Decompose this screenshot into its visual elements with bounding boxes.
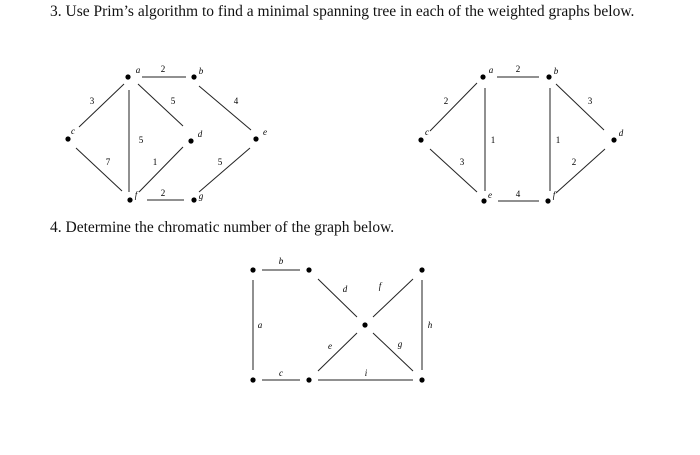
vertex-label-g: g [198, 191, 204, 201]
vertex-e [481, 198, 486, 203]
weight-a-f: 5 [138, 135, 144, 145]
vertex-label-c: c [425, 127, 429, 137]
problem-3-number: 3. [50, 3, 62, 20]
weight-c-f: 7 [105, 157, 111, 167]
weighted-graph-1 [65, 64, 267, 203]
edge-a-c [430, 83, 477, 131]
weight-a-d: 5 [170, 96, 176, 106]
vertex-f [127, 197, 132, 202]
vertex-d [611, 137, 616, 142]
problem-4-number: 4. [50, 219, 62, 236]
edge-label-b: b [278, 256, 284, 266]
vertex-label-f: f [552, 190, 556, 200]
edge-b-e [199, 86, 251, 130]
weight-a-b: 2 [515, 64, 521, 74]
vertex-label-d: d [618, 128, 624, 138]
vertex-b [546, 74, 551, 79]
edge-g [373, 333, 413, 371]
edge-d-f [139, 147, 183, 192]
weight-a-b: 2 [160, 64, 166, 74]
vertex-b [191, 74, 196, 79]
edge-b-d [556, 84, 604, 130]
problem-4-text: Determine the chromatic number of the graph below. [65, 219, 395, 236]
weight-d-f: 1 [152, 157, 158, 167]
vertex-a [125, 74, 130, 79]
vertex-label-b: b [553, 66, 559, 76]
weight-a-e: 1 [490, 135, 496, 145]
vertex-a [480, 74, 485, 79]
weighted-graph-2 [418, 64, 623, 204]
edge-e [318, 333, 357, 371]
vertex-e [253, 136, 258, 141]
weight-b-d: 3 [587, 96, 593, 106]
edge-f-d [556, 149, 605, 193]
vertex-d [188, 138, 193, 143]
edge-e-g [199, 148, 250, 192]
edge-c-e [430, 149, 477, 192]
weight-a-c: 3 [89, 96, 95, 106]
vertex [250, 267, 255, 272]
vertex-c [65, 136, 70, 141]
edge-d [318, 279, 357, 317]
coloring-graph [250, 256, 432, 383]
vertex-label-e: e [488, 190, 492, 200]
vertex-label-a: a [135, 65, 141, 75]
weight-f-d: 2 [571, 157, 577, 167]
vertex-label-a: a [488, 65, 494, 75]
edge-label-g: g [397, 339, 403, 349]
vertex-label-f: f [134, 190, 138, 200]
vertex [250, 377, 255, 382]
vertex [306, 377, 311, 382]
vertex-g [191, 197, 196, 202]
vertex [419, 267, 424, 272]
vertex-f [545, 198, 550, 203]
vertex-label-e: e [263, 127, 267, 137]
weight-c-e: 3 [459, 157, 465, 167]
edge-c-f [76, 148, 122, 191]
vertex-label-b: b [198, 66, 204, 76]
weight-b-e: 4 [233, 96, 239, 106]
edge-a-c [79, 84, 124, 127]
weight-f-g: 2 [160, 188, 166, 198]
vertex-label-d: d [197, 129, 203, 139]
vertex [362, 322, 367, 327]
vertex-label-c: c [71, 126, 75, 136]
weight-a-c: 2 [443, 96, 449, 106]
edge-label-i: i [364, 368, 368, 378]
edge-label-c: c [279, 368, 283, 378]
edge-label-e: e [328, 341, 332, 351]
edge-label-h: h [427, 320, 433, 330]
edge-a-d [138, 84, 183, 126]
vertex [306, 267, 311, 272]
problem-3-text: Use Prim’s algorithm to find a minimal spanning tree in each of the weighted graphs below. [65, 3, 635, 20]
edge-label-d: d [342, 284, 348, 294]
weight-e-f: 4 [515, 189, 521, 199]
vertex [419, 377, 424, 382]
edge-label-f: f [378, 281, 382, 291]
weight-b-f: 1 [555, 135, 561, 145]
edge-label-a: a [257, 320, 263, 330]
vertex-c [418, 137, 423, 142]
weight-e-g: 5 [217, 157, 223, 167]
